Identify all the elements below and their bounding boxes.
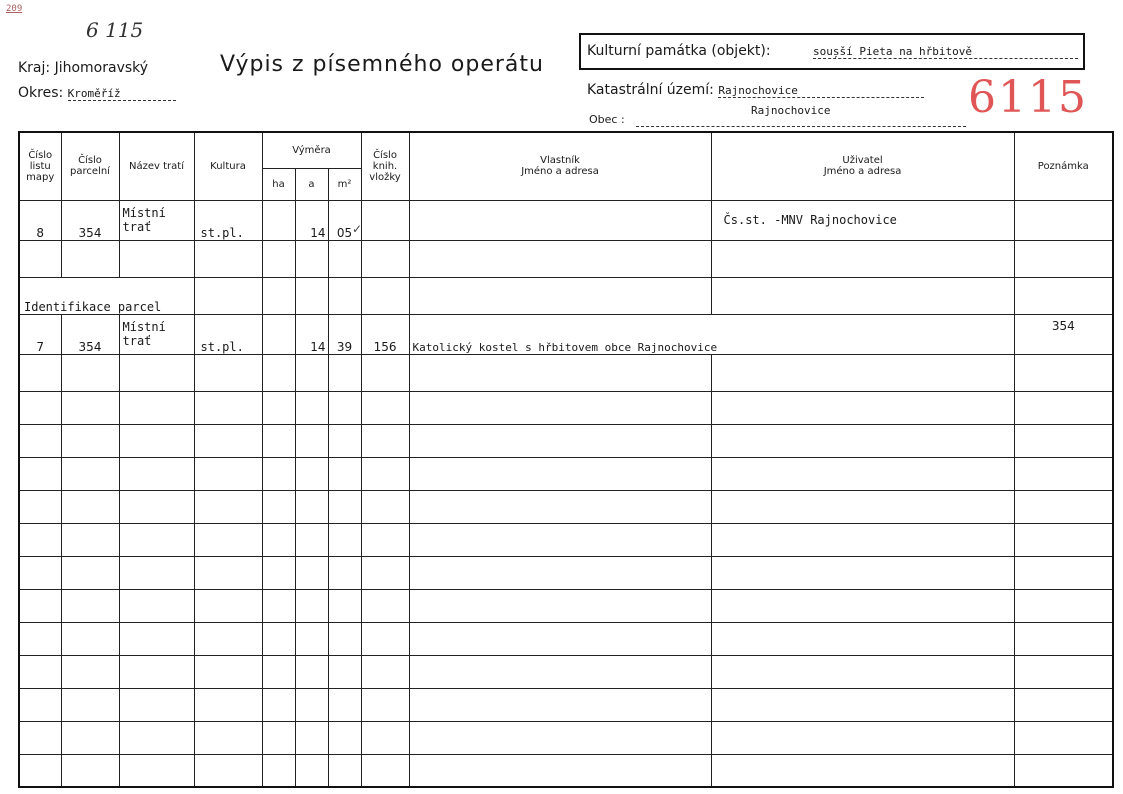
row2-a: 14 bbox=[295, 314, 328, 354]
check-mark-icon: ✓ bbox=[352, 222, 363, 236]
obec-value: Rajnochovice bbox=[751, 104, 831, 117]
row2-m2: 39 bbox=[328, 314, 361, 354]
katastr-value: Rajnochovice bbox=[718, 84, 924, 98]
parcel-table bbox=[18, 131, 1114, 788]
col-uzivatel bbox=[711, 132, 1014, 200]
okres-label: Okres: bbox=[18, 85, 64, 101]
row2-poznamka: 354 bbox=[1014, 314, 1113, 354]
page-title: Výpis z písemného operátu bbox=[220, 52, 544, 77]
kraj-label: Kraj: bbox=[18, 60, 51, 76]
col-vlastnik-title: Vlastník bbox=[540, 155, 580, 167]
col-uzivatel-sub: Jméno a adresa bbox=[823, 166, 902, 178]
kulturni-pamatka-box bbox=[579, 33, 1085, 70]
row1-vlozka bbox=[361, 200, 409, 240]
row2-vlastnik: Katolický kostel s hřbitovem obce Rajnochovice bbox=[409, 314, 1014, 354]
col-nazev-trati: Název tratí bbox=[119, 132, 194, 200]
section-label: Identifikace parcel bbox=[19, 277, 194, 314]
col-uzivatel-title: Uživatel bbox=[842, 155, 883, 167]
handwritten-number: 6 115 bbox=[86, 18, 144, 42]
row2-kultura: st.pl. bbox=[194, 314, 262, 354]
row1-list: 8 bbox=[19, 200, 61, 240]
col-ha: ha bbox=[262, 168, 295, 200]
corner-number: 209 bbox=[6, 4, 23, 14]
row1-uzivatel: Čs.st. -MNV Rajnochovice bbox=[711, 200, 1014, 240]
table-row bbox=[19, 200, 1113, 240]
table-row bbox=[19, 314, 1113, 354]
col-poznamka: Poznámka bbox=[1014, 132, 1113, 200]
stamp-number: 6115 bbox=[968, 72, 1088, 123]
row2-list: 7 bbox=[19, 314, 61, 354]
kraj-value: Jihomoravský bbox=[54, 60, 149, 76]
col-vlastnik bbox=[409, 132, 711, 200]
col-vlastnik-sub: Jméno a adresa bbox=[521, 166, 599, 178]
kraj-line bbox=[18, 60, 148, 76]
col-cislo-vlozky: Číslo knih. vložky bbox=[361, 132, 409, 200]
obec-underline bbox=[636, 120, 966, 127]
row2-trat: Místní trať bbox=[119, 314, 194, 354]
col-cislo-parcelni: Číslo parcelní bbox=[61, 132, 119, 200]
col-kultura: Kultura bbox=[194, 132, 262, 200]
row1-a: 14 bbox=[295, 200, 328, 240]
katastr-label: Katastrální území: bbox=[587, 82, 714, 98]
kulturni-label: Kulturní památka (objekt): bbox=[587, 43, 771, 59]
okres-line bbox=[18, 85, 176, 101]
row1-kultura: st.pl. bbox=[194, 200, 262, 240]
row2-parcel: 354 bbox=[61, 314, 119, 354]
row2-ha bbox=[262, 314, 295, 354]
row2-vlozka: 156 bbox=[361, 314, 409, 354]
col-cislo-listu: Číslo listu mapy bbox=[19, 132, 61, 200]
row1-vlastnik bbox=[409, 200, 711, 240]
katastr-line bbox=[587, 82, 924, 98]
row1-poznamka bbox=[1014, 200, 1113, 240]
row1-trat: Místní trať bbox=[119, 200, 194, 240]
okres-value: Kroměříž bbox=[68, 87, 176, 101]
row1-m2: 05 bbox=[328, 200, 361, 240]
col-m2: m² bbox=[328, 168, 361, 200]
kulturni-value: soușší Pieta na hřbitově bbox=[813, 45, 1078, 59]
col-a: a bbox=[295, 168, 328, 200]
row1-parcel: 354 bbox=[61, 200, 119, 240]
col-vymera: Výměra bbox=[262, 132, 361, 168]
obec-label: Obec : bbox=[589, 113, 625, 126]
row1-ha bbox=[262, 200, 295, 240]
